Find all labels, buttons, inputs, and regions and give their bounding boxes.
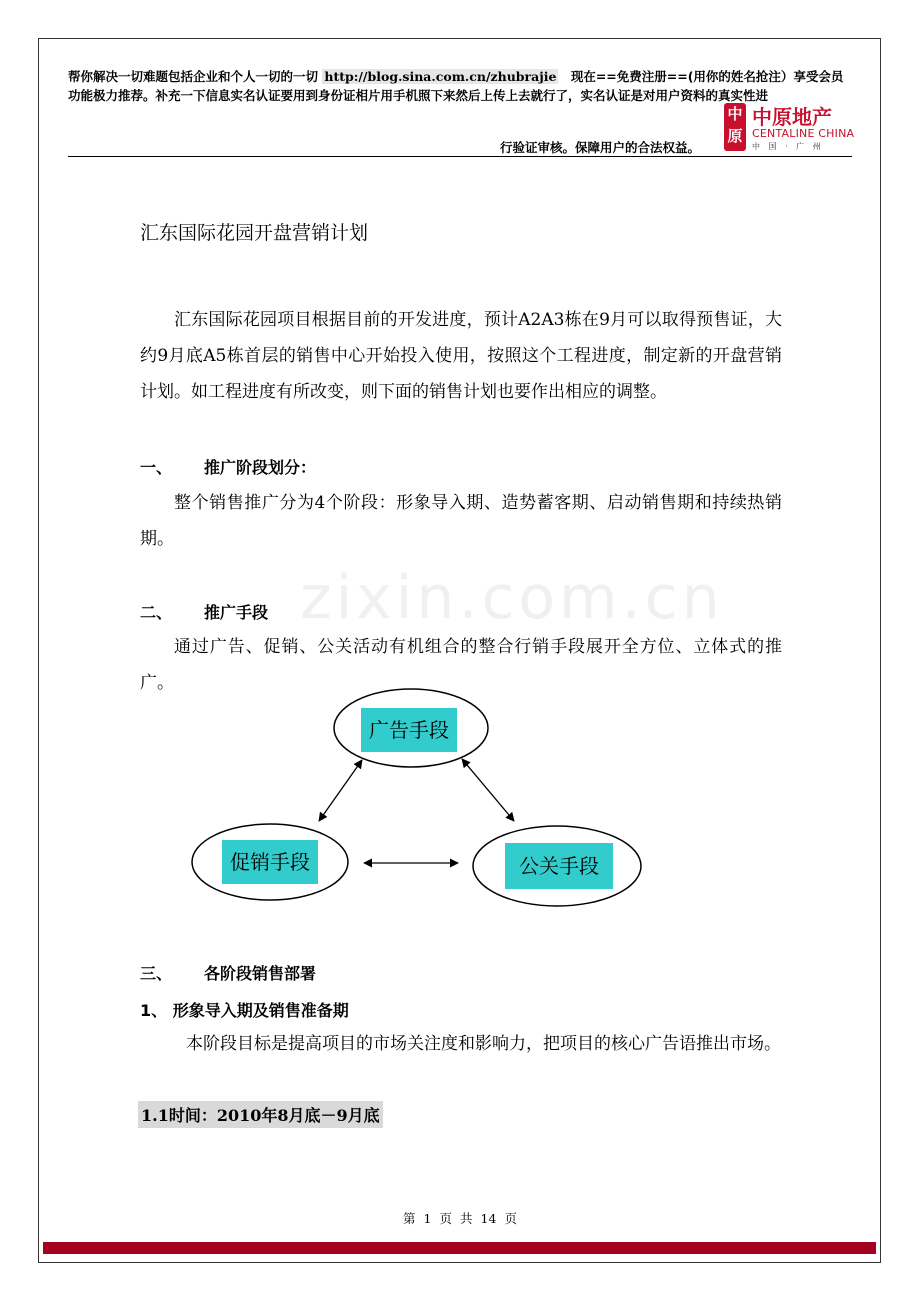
logo-name-en: CENTALINE CHINA (752, 127, 855, 140)
section-2-number: 二、 (140, 603, 173, 622)
header-url-link[interactable]: http://blog.sina.com.cn/zhubrajie (324, 69, 557, 84)
page-footer (0, 1209, 920, 1227)
footer-total-pages: 14 (480, 1211, 497, 1226)
arrow-top-right (462, 759, 514, 821)
footer-ye-2: 页 (504, 1211, 517, 1226)
header-line-2: 功能极力推荐。补充一下信息实名认证要用到身份证相片用手机照下来然后上传上去就行了，实名认证是对用户资料的真实性进 (68, 88, 769, 103)
section-2-body: 通过广告、促销、公关活动有机组合的整合行销手段展开全方位、立体式的推广。 (140, 637, 782, 693)
header-prefix: 帮你解决一切难题包括企业和个人一切的一切 (68, 69, 319, 84)
section-1-title: 推广阶段划分： (204, 458, 317, 477)
watermark: zixin.com.cn (300, 563, 724, 633)
section-3-heading (140, 961, 316, 984)
node-advertising-label: 广告手段 (361, 708, 457, 752)
footer-gong: 共 (460, 1211, 473, 1226)
logo-city: 中 国 · 广 州 (752, 142, 824, 151)
section-2-title: 推广手段 (204, 603, 269, 622)
header-suffix: 现在==免费注册==(用你的姓名抢注）享受会员 (570, 69, 844, 84)
node-promotion-label: 促销手段 (222, 840, 318, 884)
section-3-number: 三、 (140, 964, 173, 983)
section-3-title: 各阶段销售部署 (204, 964, 317, 983)
subsection-1-body: 本阶段目标是提高项目的市场关注度和影响力，把项目的核心广告语推出市场。 (186, 1034, 781, 1054)
node-pr-label: 公关手段 (505, 843, 613, 889)
footer-page-number: 1 (423, 1211, 432, 1226)
document-title: 汇东国际花园开盘营销计划 (140, 222, 369, 244)
subsection-1-heading: 1、 形象导入期及销售准备期 (140, 1001, 349, 1020)
section-1-number: 一、 (140, 458, 173, 477)
section-1-body: 整个销售推广分为4个阶段：形象导入期、造势蓄客期、启动销售期和持续热销期。 (140, 493, 782, 549)
footer-ye: 页 (439, 1211, 453, 1226)
arrow-top-left (319, 760, 362, 821)
time-highlight: 1.1时间：2010年8月底－9月底 (138, 1101, 383, 1128)
intro-paragraph: 汇东国际花园项目根据目前的开发进度，预计A2A3栋在9月可以取得预售证，大约9月底A5栋首层的销售中心开始投入使用，按照这个工程进度，制定新的开盘营销计划。如工程进度有所改变，则下面的销售计划也要作出相应的调整。 (140, 310, 782, 402)
logo-name-cn: 中原地产 (752, 105, 832, 129)
footer-di: 第 (403, 1211, 416, 1226)
bottom-bar (43, 1242, 876, 1254)
logo-seal-icon: 中原 (724, 103, 746, 151)
header-line-3: 行验证审核。保障用户的合法权益。 (500, 140, 701, 155)
